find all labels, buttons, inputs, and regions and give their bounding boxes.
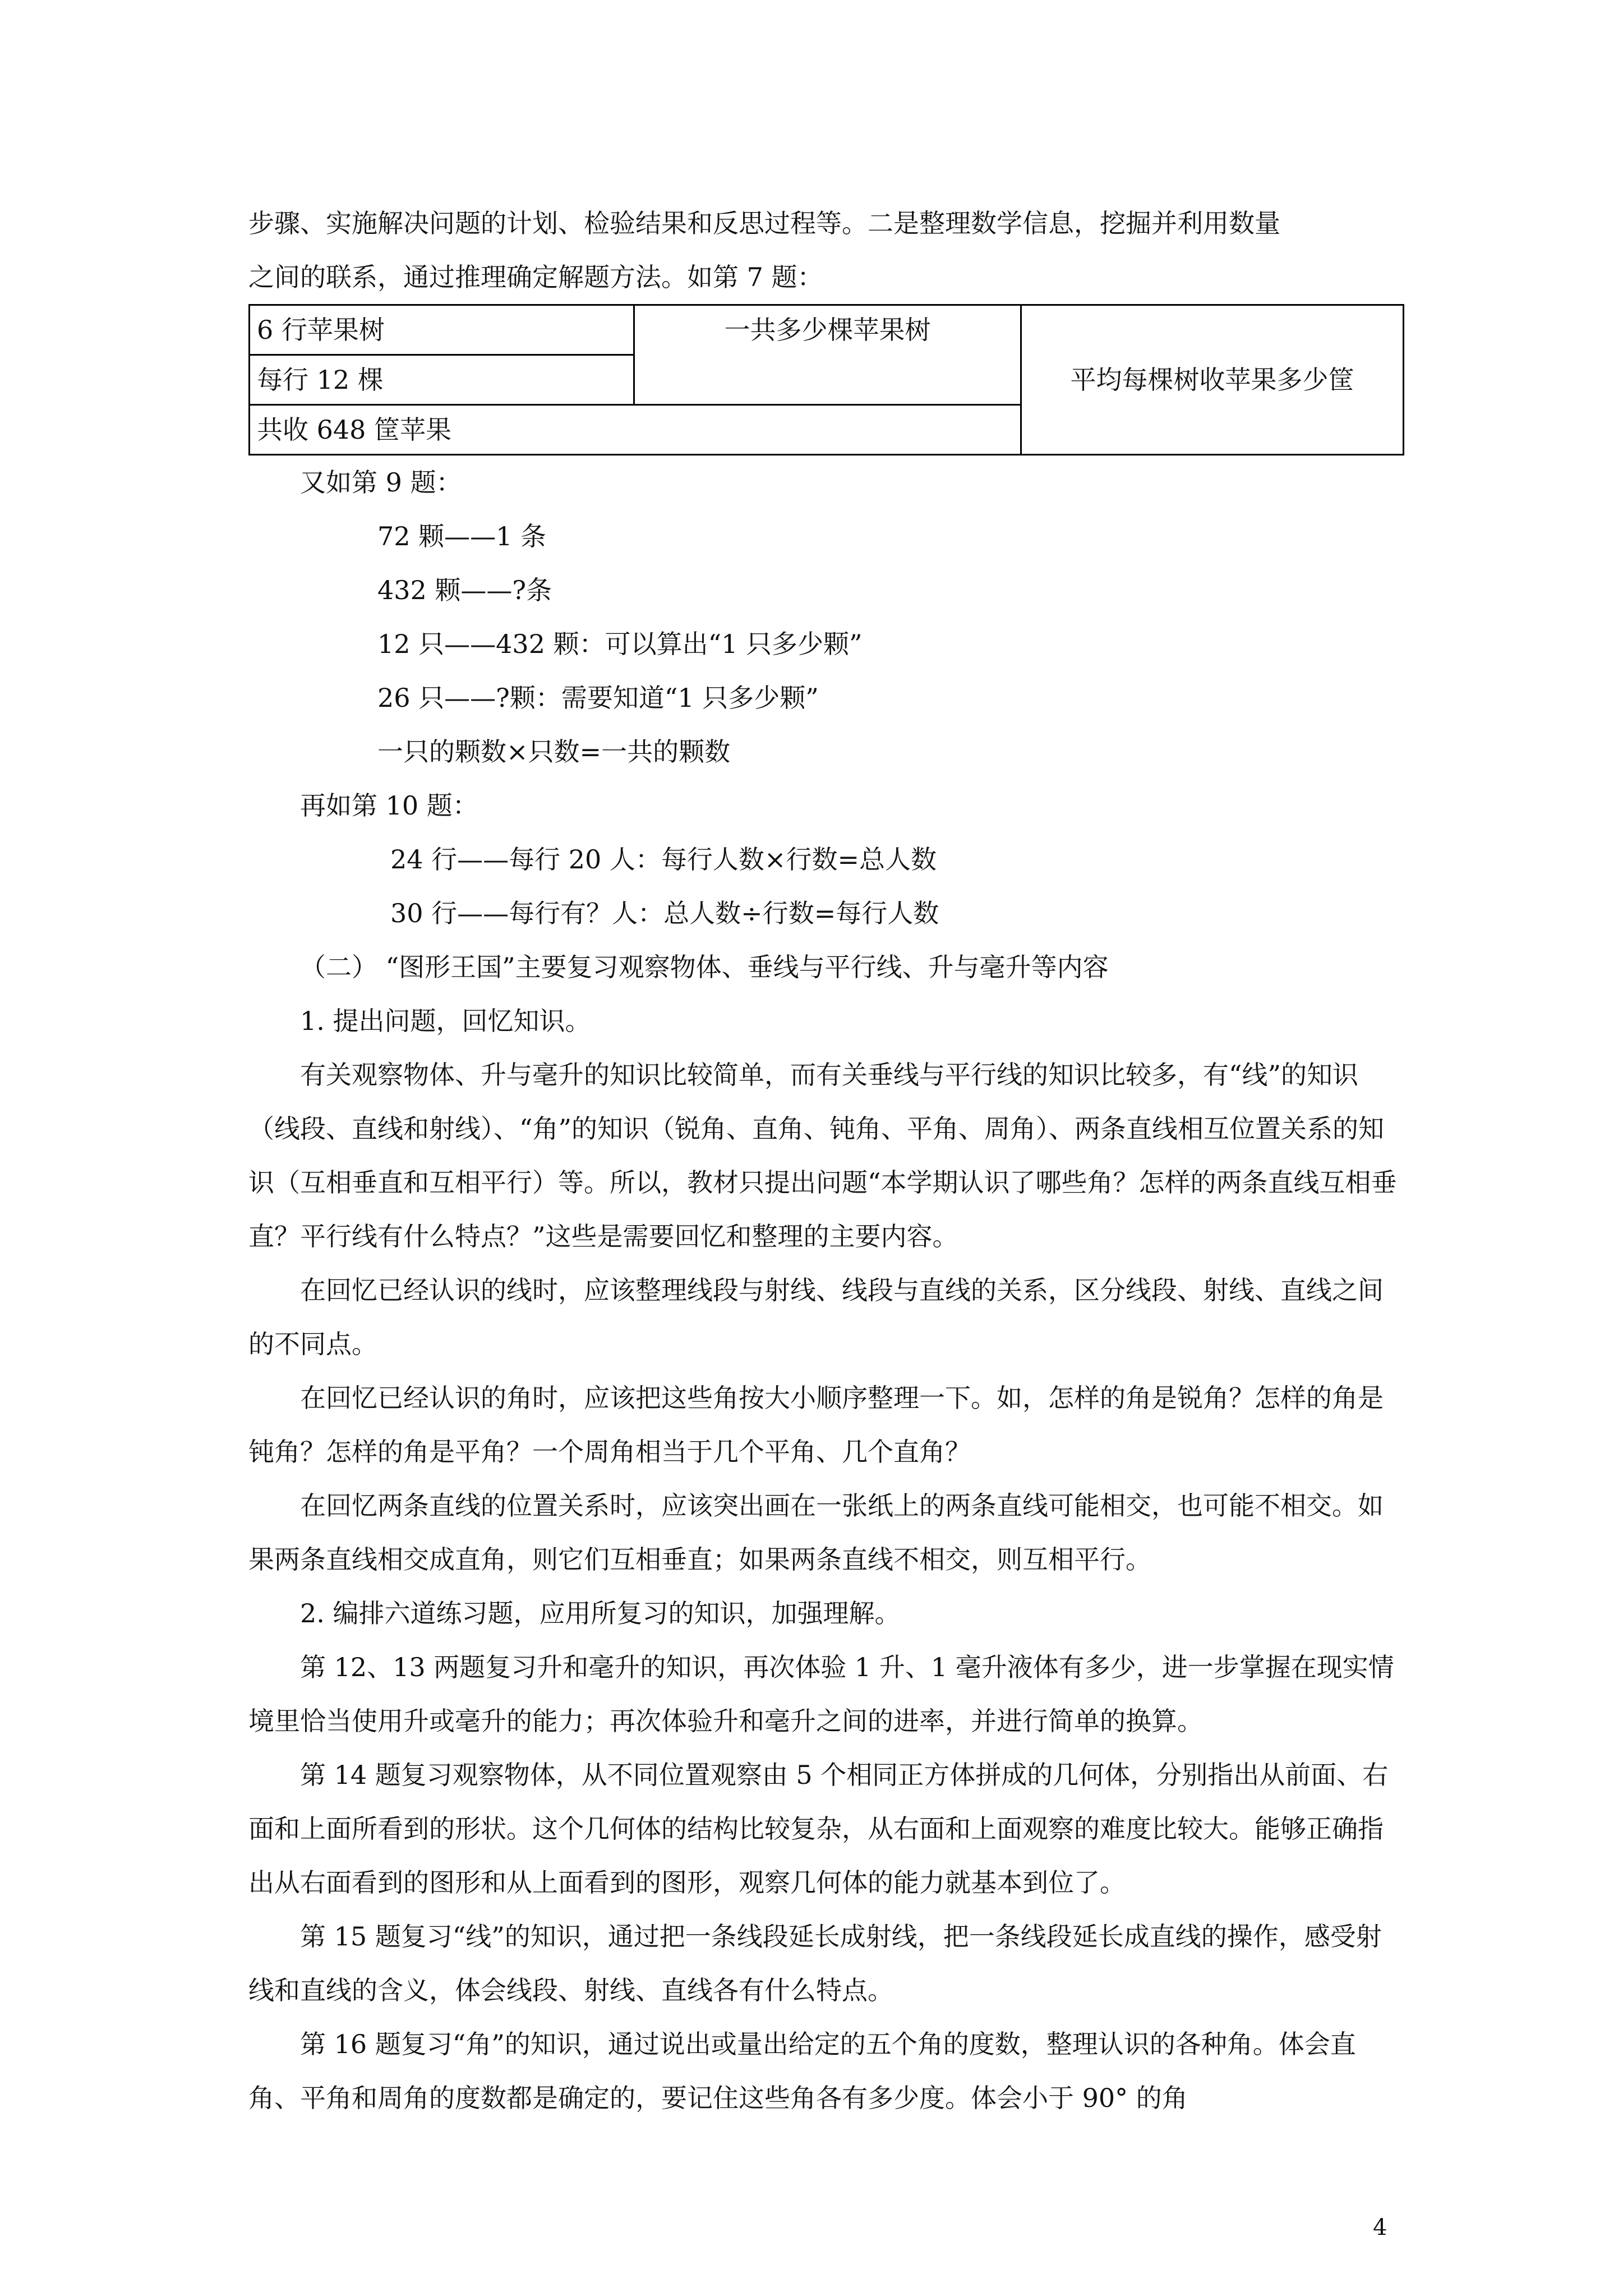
paragraph-problems-12-13: 第 12、13 两题复习升和毫升的知识，再次体验 1 升、1 毫升液体有多少，进一步掌握在现实情境里恰当使用升或毫升的能力；再次体验升和毫升之间的进率，并进行简单的换算。	[248, 1652, 1394, 1736]
page-content	[248, 196, 1404, 2125]
paragraph-line-relations: 在回忆两条直线的位置关系时，应该突出画在一张纸上的两条直线可能相交，也可能不相交。如果两条直线相交成直角，则它们互相垂直；如果两条直线不相交，则互相平行。	[248, 1490, 1384, 1575]
paragraph-problem-15: 第 15 题复习“线”的知识，通过把一条线段延长成射线，把一条线段延长成直线的操作，感受射线和直线的含义，体会线段、射线、直线各有什么特点。	[248, 1921, 1382, 2005]
item-2-heading: 2. 编排六道练习题，应用所复习的知识，加强理解。	[300, 1598, 901, 1628]
example-9-line: 26 只——?颗：需要知道“1 只多少颗”	[377, 683, 819, 713]
example-10-line: 30 行——每行有？人：总人数÷行数=每行人数	[390, 898, 939, 928]
section-2-heading: （二） “图形王国”主要复习观察物体、垂线与平行线、升与毫升等内容	[300, 952, 1109, 982]
example-9-line: 12 只——432 颗：可以算出“1 只多少颗”	[377, 629, 863, 659]
example-9-line: 一只的颗数×只数=一共的颗数	[377, 737, 731, 767]
paragraph-problem-16: 第 16 题复习“角”的知识，通过说出或量出给定的五个角的度数，整理认识的各种角。体会直角、平角和周角的度数都是确定的，要记住这些角各有多少度。体会小于 90° 的角	[248, 2029, 1356, 2113]
intro-line-1: 步骤、实施解决问题的计划、检验结果和反思过程等。二是整理数学信息，挖掘并利用数量	[248, 208, 1280, 238]
paragraph-recall-lines: 在回忆已经认识的线时，应该整理线段与射线、线段与直线的关系，区分线段、射线、直线之间的不同点。	[248, 1275, 1384, 1359]
item-1-heading: 1. 提出问题，回忆知识。	[300, 1006, 591, 1036]
table-cell-average-baskets: 平均每棵树收苹果多少筐	[1021, 305, 1404, 455]
example-10-label: 再如第 10 题：	[300, 790, 478, 821]
table-cell-total-baskets: 共收 648 筐苹果	[250, 405, 1021, 455]
example-9-line: 432 颗——?条	[377, 575, 552, 605]
paragraph-problem-14: 第 14 题复习观察物体，从不同位置观察由 5 个相同正方体拼成的几何体，分别指出从前面、右面和上面所看到的形状。这个几何体的结构比较复杂，从右面和上面观察的难度比较大。能够正确指出从右面看到的图形和从上面看到的图形，观察几何体的能力就基本到位了。	[248, 1760, 1389, 1898]
paragraph-lines-angles: 有关观察物体、升与毫升的知识比较简单，而有关垂线与平行线的知识比较多，有“线”的知识（线段、直线和射线）、“角”的知识（锐角、直角、钝角、平角、周角）、两条直线相互位置关系的知识（互相垂直和互相平行）等。所以，教材只提出问题“本学期认识了哪些角？怎样的两条直线互相垂直？平行线有什么特点？”这些是需要回忆和整理的主要内容。	[248, 1060, 1397, 1251]
page-number: 4	[1373, 2215, 1387, 2240]
example-9-line: 72 颗——1 条	[377, 521, 547, 551]
problem-7-table	[248, 304, 1404, 455]
table-cell-total-trees: 一共多少棵苹果树	[634, 305, 1021, 405]
table-cell-per-row: 每行 12 棵	[250, 355, 634, 405]
example-10-line: 24 行——每行 20 人：每行人数×行数=总人数	[390, 844, 937, 875]
table-cell-rows: 6 行苹果树	[250, 305, 634, 355]
intro-line-2: 之间的联系，通过推理确定解题方法。如第 7 题：	[248, 262, 823, 292]
paragraph-recall-angles: 在回忆已经认识的角时，应该把这些角按大小顺序整理一下。如，怎样的角是锐角？怎样的角是钝角？怎样的角是平角？一个周角相当于几个平角、几个直角？	[248, 1383, 1384, 1467]
example-9-label: 又如第 9 题：	[300, 467, 462, 498]
